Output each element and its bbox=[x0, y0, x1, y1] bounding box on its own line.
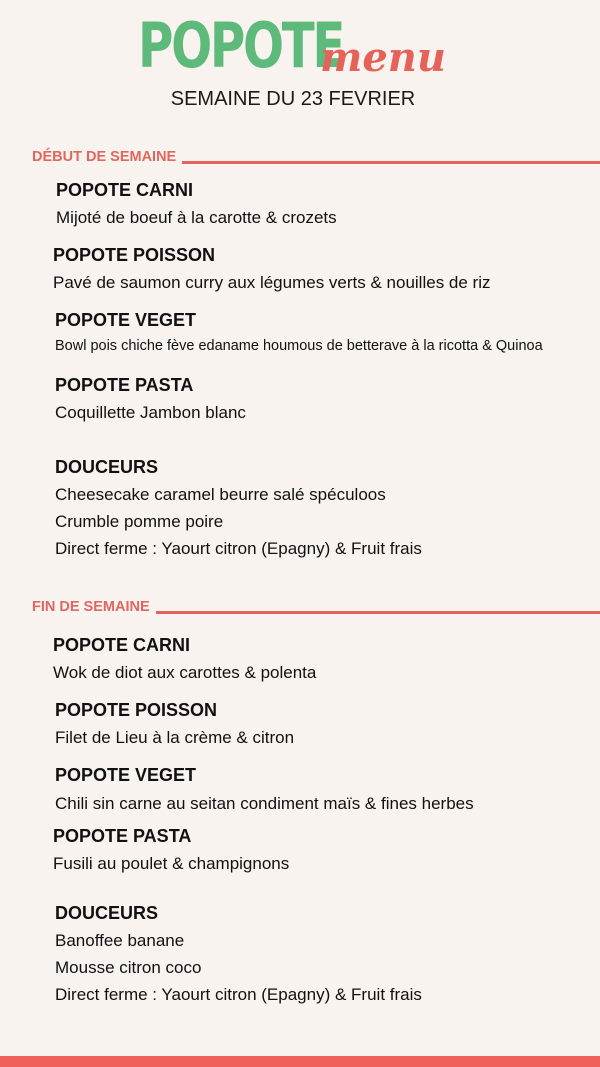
item-title: POPOTE CARNI bbox=[56, 180, 194, 200]
menu-item-poisson bbox=[55, 699, 294, 751]
item-description: Direct ferme : Yaourt citron (Epagny) & Fruit frais bbox=[55, 985, 422, 1004]
item-title: POPOTE POISSON bbox=[55, 700, 218, 720]
section-divider bbox=[156, 611, 600, 614]
week-subtitle: SEMAINE DU 23 FEVRIER bbox=[170, 88, 416, 110]
menu-item-carni bbox=[53, 634, 316, 686]
section-label: DÉBUT DE SEMAINE bbox=[32, 149, 177, 165]
item-description: Filet de Lieu à la crème & citron bbox=[55, 728, 295, 747]
menu-item-douceurs bbox=[55, 902, 422, 1008]
item-description: Chili sin carne au seitan condiment maïs & fines herbes bbox=[55, 794, 474, 813]
item-title: POPOTE PASTA bbox=[55, 375, 194, 395]
item-description: Cheesecake caramel beurre salé spéculoos bbox=[55, 485, 386, 504]
item-title: POPOTE PASTA bbox=[53, 826, 192, 846]
menu-item-poisson bbox=[53, 244, 490, 296]
menu-item-veget bbox=[55, 764, 474, 817]
item-title: POPOTE POISSON bbox=[53, 245, 216, 265]
item-title: POPOTE VEGET bbox=[55, 765, 197, 785]
menu-item-pasta bbox=[55, 374, 246, 426]
item-description: Banoffee banane bbox=[55, 931, 185, 950]
item-description: Direct ferme : Yaourt citron (Epagny) & Fruit frais bbox=[55, 539, 422, 558]
item-description: Crumble pomme poire bbox=[55, 512, 224, 531]
item-title: DOUCEURS bbox=[55, 903, 159, 923]
section-label: FIN DE SEMAINE bbox=[32, 599, 150, 615]
item-description: Pavé de saumon curry aux légumes verts & nouilles de riz bbox=[53, 273, 491, 292]
menu-item-veget bbox=[55, 309, 543, 360]
item-title: DOUCEURS bbox=[55, 457, 159, 477]
item-description: Bowl pois chiche fève edaname houmous de betterave à la ricotta & Quinoa bbox=[55, 338, 543, 354]
item-description: Mousse citron coco bbox=[55, 958, 202, 977]
item-title: POPOTE VEGET bbox=[55, 310, 197, 330]
section-header-fin bbox=[32, 599, 600, 615]
footer-accent-bar bbox=[0, 1056, 600, 1067]
item-description: Wok de diot aux carottes & polenta bbox=[53, 663, 317, 682]
menu-item-carni bbox=[56, 179, 337, 231]
item-description: Fusili au poulet & champignons bbox=[53, 854, 290, 873]
logo-menu-script: menu bbox=[320, 34, 446, 81]
menu-item-pasta bbox=[53, 825, 289, 877]
section-divider bbox=[182, 161, 600, 164]
item-description: Coquillette Jambon blanc bbox=[55, 403, 246, 422]
logo-popote-text: POPOTE bbox=[138, 9, 344, 82]
menu-item-douceurs bbox=[55, 456, 422, 562]
item-description: Mijoté de boeuf à la carotte & crozets bbox=[56, 208, 337, 227]
section-header-debut bbox=[32, 149, 600, 165]
item-title: POPOTE CARNI bbox=[53, 635, 191, 655]
